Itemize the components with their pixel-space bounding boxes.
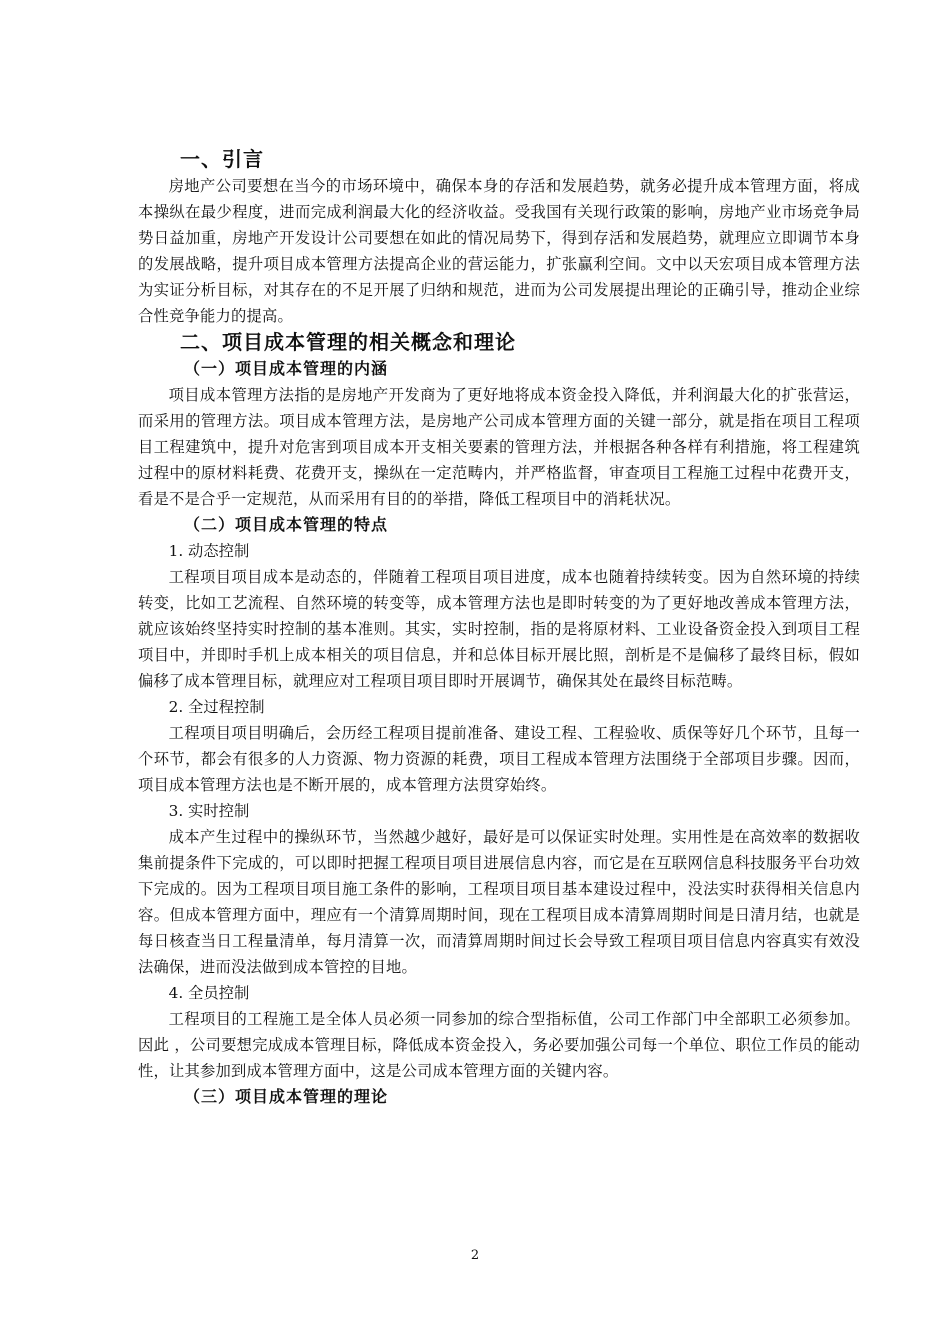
page-number: 2 — [470, 1248, 480, 1263]
feature-paragraph-realtime: 成本产生过程中的操纵环节，当然越少越好，最好是可以保证实时处理。实用性是在高效率的数据收集前提条件下完成的，可以即时把握工程项目项目进展信息内容，而它是在互联网信息科技服务平台功效下完成的。因为工程项目项目施工条件的影响，工程项目项目基本建设过程中，没法实时获得相关信息内容。但成本管理方面中，理应有一个清算周期时间，现在工程项目成本清算周期时间是日清月结，也就是每日核查当日工程量清单，每月清算一次，而清算周期时间过长会导致工程项目项目信息内容真实有效没法确保，进而没法做到成本管控的目地。 — [138, 828, 860, 976]
feature-paragraph-dynamic: 工程项目项目成本是动态的，伴随着工程项目项目进度，成本也随着持续转变。因为自然环境的持续转变，比如工艺流程、自然环境的转变等，成本管理方法也是即时转变的为了更好地改善成本管理方法，就应该始终坚持实时控制的基本准则。其实，实时控制，指的是将原材料、工业设备资金投入到项目工程项目中，并即时手机上成本相关的项目信息，并和总体目标开展比照，剖析是不是偏移了最终目标，假如偏移了成本管理目标，就理应对工程项目项目即时开展调节，确保其处在最终目标范畴。 — [138, 568, 860, 690]
document-body — [138, 146, 860, 1110]
feature-title-whole-process: 2. 全过程控制 — [168, 698, 265, 716]
section-heading-concepts: 二、项目成本管理的相关概念和理论 — [180, 330, 516, 354]
subsection-heading-theory: （三）项目成本管理的理论 — [184, 1087, 389, 1106]
subsection-heading-connotation: （一）项目成本管理的内涵 — [184, 359, 389, 378]
connotation-paragraph: 项目成本管理方法指的是房地产开发商为了更好地将成本资金投入降低，并利润最大化的扩张营运，而采用的管理方法。项目成本管理方法，是房地产公司成本管理方面的关键一部分，就是指在项目工程项目工程建筑中，提升对危害到项目成本开支相关要素的管理方法，并根据各种各样有利措施，将工程建筑过程中的原材料耗费、花费开支，操纵在一定范畴内，并严格监督，审查项目工程施工过程中花费开支，看是不是合乎一定规范，从而采用有目的的举措，降低工程项目中的消耗状况。 — [138, 386, 860, 508]
subsection-heading-features: （二）项目成本管理的特点 — [184, 515, 389, 534]
feature-title-realtime: 3. 实时控制 — [168, 802, 250, 820]
feature-title-dynamic: 1. 动态控制 — [168, 542, 250, 560]
feature-paragraph-all-staff: 工程项目的工程施工是全体人员必须一同参加的综合型指标值，公司工作部门中全部职工必须参加。因此 ，公司要想完成成本管理目标，降低成本资金投入，务必要加强公司每一个单位、职位工作员的能动性，让其参加到成本管理方面中，这是公司成本管理方面的关键内容。 — [138, 1010, 860, 1080]
feature-paragraph-whole-process: 工程项目项目明确后，会历经工程项目提前准备、建设工程、工程验收、质保等好几个环节，且每一个环节，都会有很多的人力资源、物力资源的耗费，项目工程成本管理方法围绕于全部项目步骤。因而，项目成本管理方法也是不断开展的，成本管理方法贯穿始终。 — [138, 724, 860, 794]
section-heading-intro: 一、引言 — [180, 147, 264, 171]
feature-title-all-staff: 4. 全员控制 — [168, 984, 250, 1002]
intro-paragraph: 房地产公司要想在当今的市场环境中，确保本身的存活和发展趋势，就务必提升成本管理方面，将成本操纵在最少程度，进而完成利润最大化的经济收益。受我国有关现行政策的影响，房地产业市场竞争局势日益加重，房地产开发设计公司要想在如此的情况局势下，得到存活和发展趋势，就理应立即调节本身的发展战略，提升项目成本管理方法提高企业的营运能力，扩张赢利空间。文中以天宏项目成本管理方法为实证分析目标，对其存在的不足开展了归纳和规范，进而为公司发展提出理论的正确引导，推动企业综合性竞争能力的提高。 — [138, 177, 860, 325]
